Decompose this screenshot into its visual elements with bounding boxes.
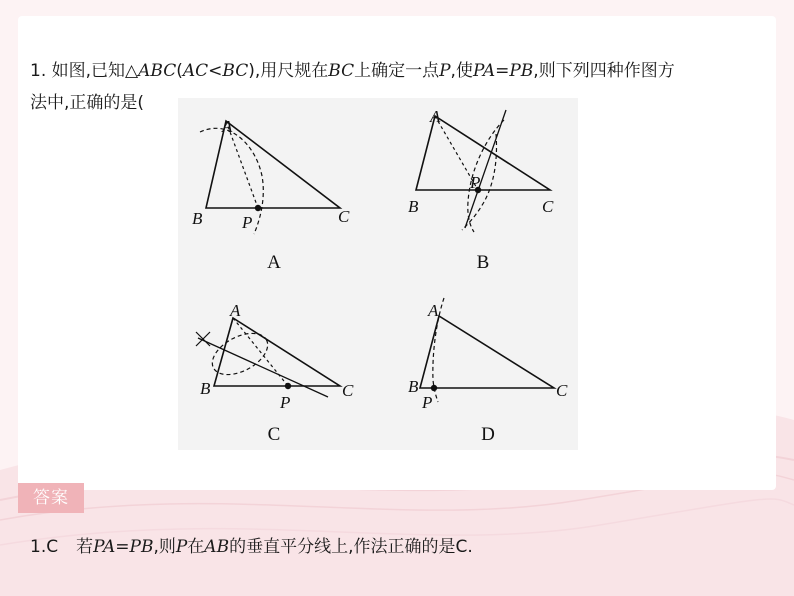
question-segment: P (439, 61, 451, 81)
question-line-2: 法中,正确的是( (30, 93, 145, 113)
question-segment: ,则下列四种作图方 (533, 61, 675, 81)
label-c-b: C (542, 197, 554, 216)
figure-c (196, 318, 340, 397)
answer-line (30, 536, 473, 558)
label-a-b: A (430, 107, 441, 126)
question-segment: 上确定一点 (354, 61, 440, 81)
answer-segment: = (115, 537, 130, 557)
caption-c: C (267, 424, 281, 445)
figure-svg (178, 98, 578, 450)
figure-d (420, 298, 554, 402)
answer-text (76, 537, 473, 557)
point-p-c (285, 383, 291, 389)
answer-segment: 在 (187, 537, 205, 557)
question-segment: = (495, 61, 510, 81)
question-segment: ,使 (450, 61, 473, 81)
label-b-d: B (408, 377, 419, 396)
label-a-a: A (222, 117, 233, 136)
figure-b (416, 110, 550, 232)
answer-segment: 的垂直平分线上,作法正确的是C. (229, 537, 473, 557)
bisector-b (465, 110, 506, 228)
question-segment: 1. 如图,已知△ (30, 61, 139, 81)
triangle-d (420, 316, 554, 388)
construction-figures (178, 98, 578, 450)
question-segment: PA (472, 61, 496, 81)
label-p-a: P (242, 213, 253, 232)
question-segment: BC (328, 61, 355, 81)
label-b-c: B (200, 379, 211, 398)
question-segment: ),用尺规在 (248, 61, 329, 81)
question-segment: BC (222, 61, 249, 81)
point-p-d (431, 385, 437, 391)
answer-segment: PA (93, 537, 116, 557)
label-p-d: P (422, 393, 433, 412)
caption-a: A (267, 252, 281, 273)
answer-segment: ,则 (153, 537, 176, 557)
answer-number: 1.C (30, 537, 59, 557)
figure-a (200, 121, 340, 234)
label-c-c: C (342, 381, 354, 400)
triangle-b (416, 116, 550, 190)
answer-segment: P (175, 537, 188, 557)
question-line-1 (30, 60, 675, 82)
answer-segment: 若 (76, 537, 94, 557)
question-segment: AC (182, 61, 209, 81)
answer-segment: AB (204, 537, 230, 557)
label-a-d: A (428, 301, 439, 320)
triangle-c (214, 318, 340, 386)
arc-c (206, 325, 275, 383)
bisector-c (198, 338, 328, 397)
label-a-c: A (230, 301, 241, 320)
caption-b: B (476, 252, 490, 273)
label-b-b: B (408, 197, 419, 216)
caption-d: D (481, 424, 495, 445)
question-segment: ( (176, 61, 183, 81)
label-c-d: C (556, 381, 568, 400)
label-p-b: P (470, 173, 481, 192)
label-b-a: B (192, 209, 203, 228)
label-p-c: P (280, 393, 291, 412)
label-c-a: C (338, 207, 350, 226)
answer-badge: 答案 (18, 483, 84, 513)
arc-a (200, 128, 263, 234)
question-segment: ABC (138, 61, 177, 81)
question-segment: < (208, 61, 223, 81)
answer-segment: PB (129, 537, 154, 557)
point-p-a (255, 205, 261, 211)
question-segment: PB (509, 61, 534, 81)
